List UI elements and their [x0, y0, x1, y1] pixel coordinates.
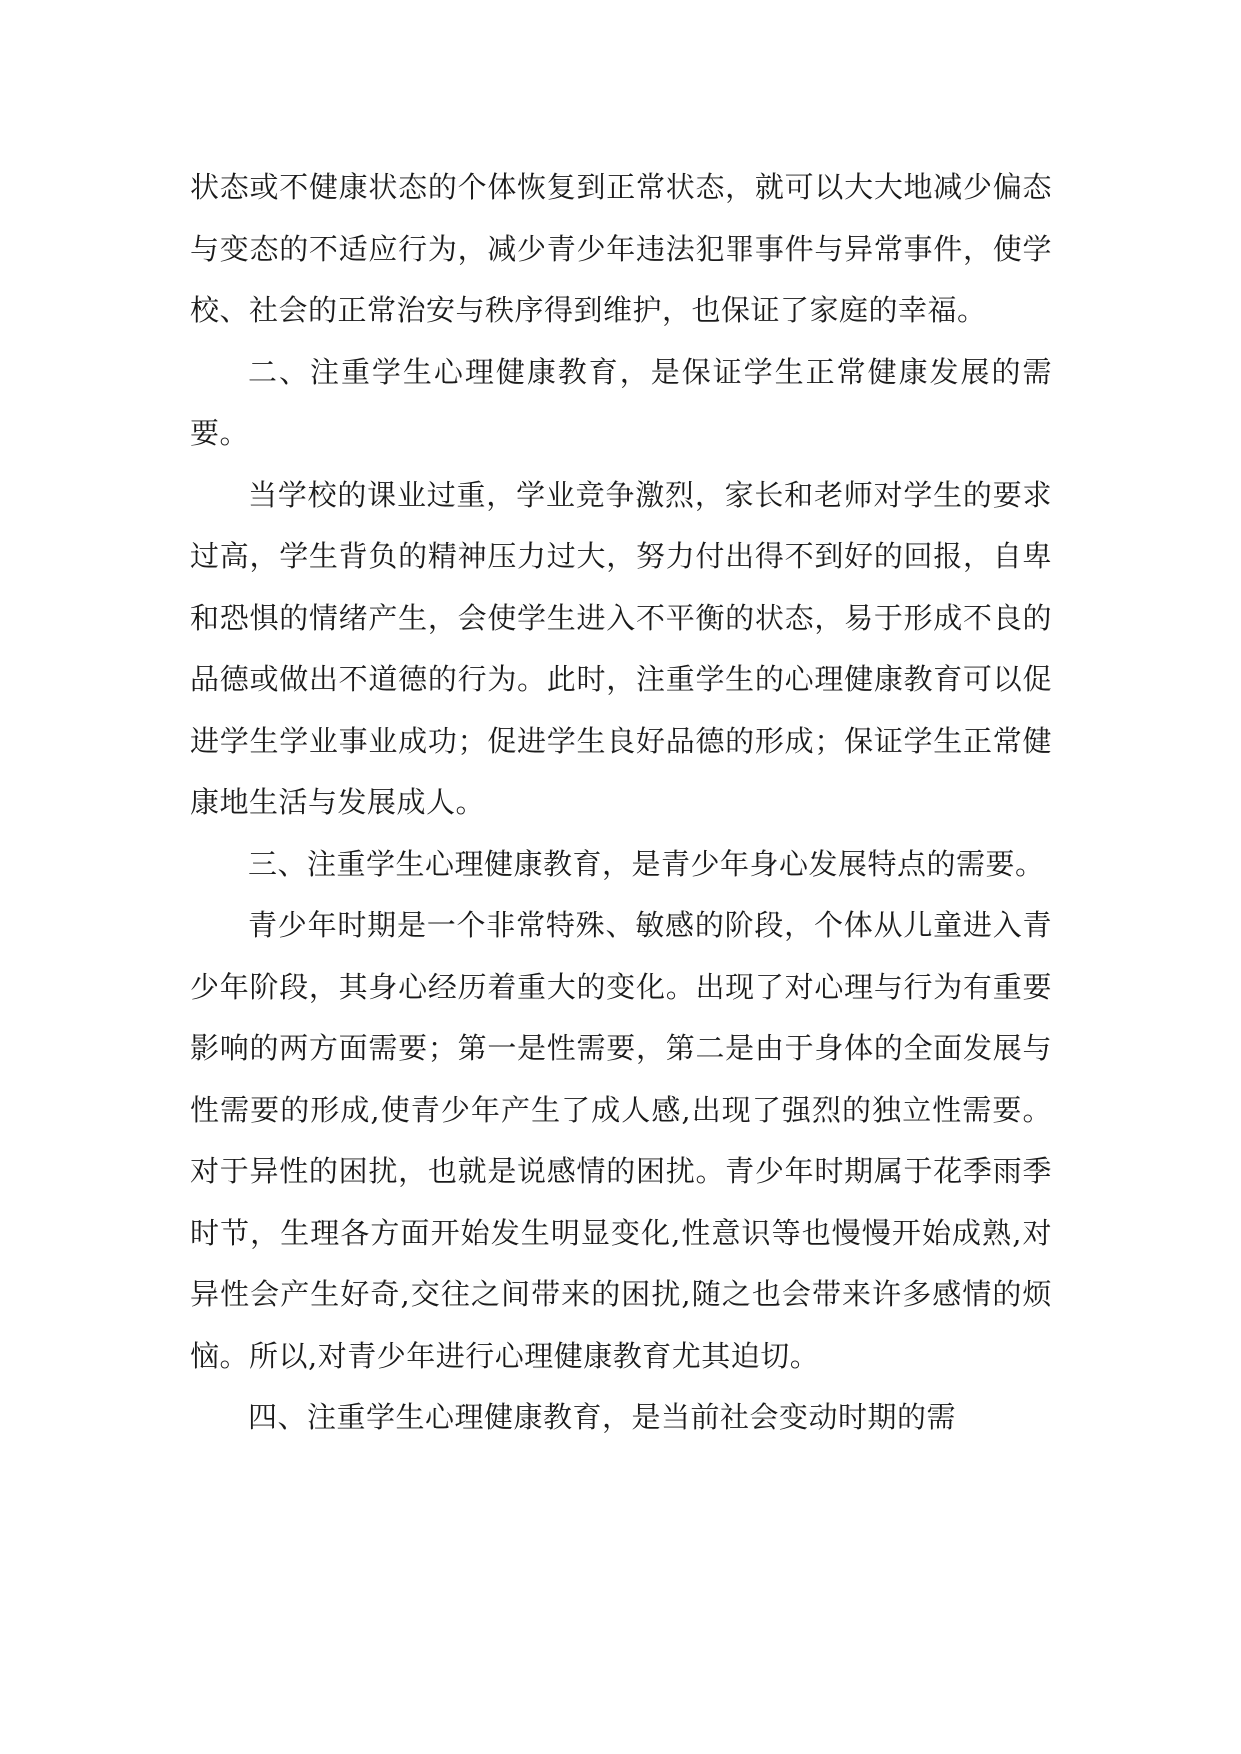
paragraph-3: 当学校的课业过重，学业竞争激烈，家长和老师对学生的要求过高，学生背负的精神压力过大，努力付出得不到好的回报，自卑和恐惧的情绪产生，会使学生进入不平衡的状态，易于形成不良的品德或做出不道德的行为。此时，注重学生的心理健康教育可以促进学生学业事业成功；促进学生良好品德的形成；保证学生正常健康地生活与发展成人。: [190, 477, 1052, 819]
paragraph-4-heading: 三、注重学生心理健康教育，是青少年身心发展特点的需要。: [248, 846, 1045, 881]
paragraph-5: 青少年时期是一个非常特殊、敏感的阶段，个体从儿童进入青少年阶段，其身心经历着重大的变化。出现了对心理与行为有重要影响的两方面需要；第一是性需要，第二是由于身体的全面发展与性需要的形成,使青少年产生了成人感,出现了强烈的独立性需要。对于异性的困扰，也就是说感情的困扰。青少年时期属于花季雨季时节，生理各方面开始发生明显变化,性意识等也慢慢开始成熟,对异性会产生好奇,交往之间带来的困扰,随之也会带来许多感情的烦恼。所以,对青少年进行心理健康教育尤其迫切。: [190, 908, 1052, 1373]
paragraph-6-heading: 四、注重学生心理健康教育，是当前社会变动时期的需: [248, 1400, 957, 1434]
document-body: [190, 157, 1052, 1449]
paragraph-1: 状态或不健康状态的个体恢复到正常状态，就可以大大地减少偏态与变态的不适应行为，减少青少年违法犯罪事件与异常事件，使学校、社会的正常治安与秩序得到维护，也保证了家庭的幸福。: [190, 170, 1052, 327]
paragraph-2-heading: 二、注重学生心理健康教育，是保证学生正常健康发展的需要。: [190, 354, 1052, 450]
